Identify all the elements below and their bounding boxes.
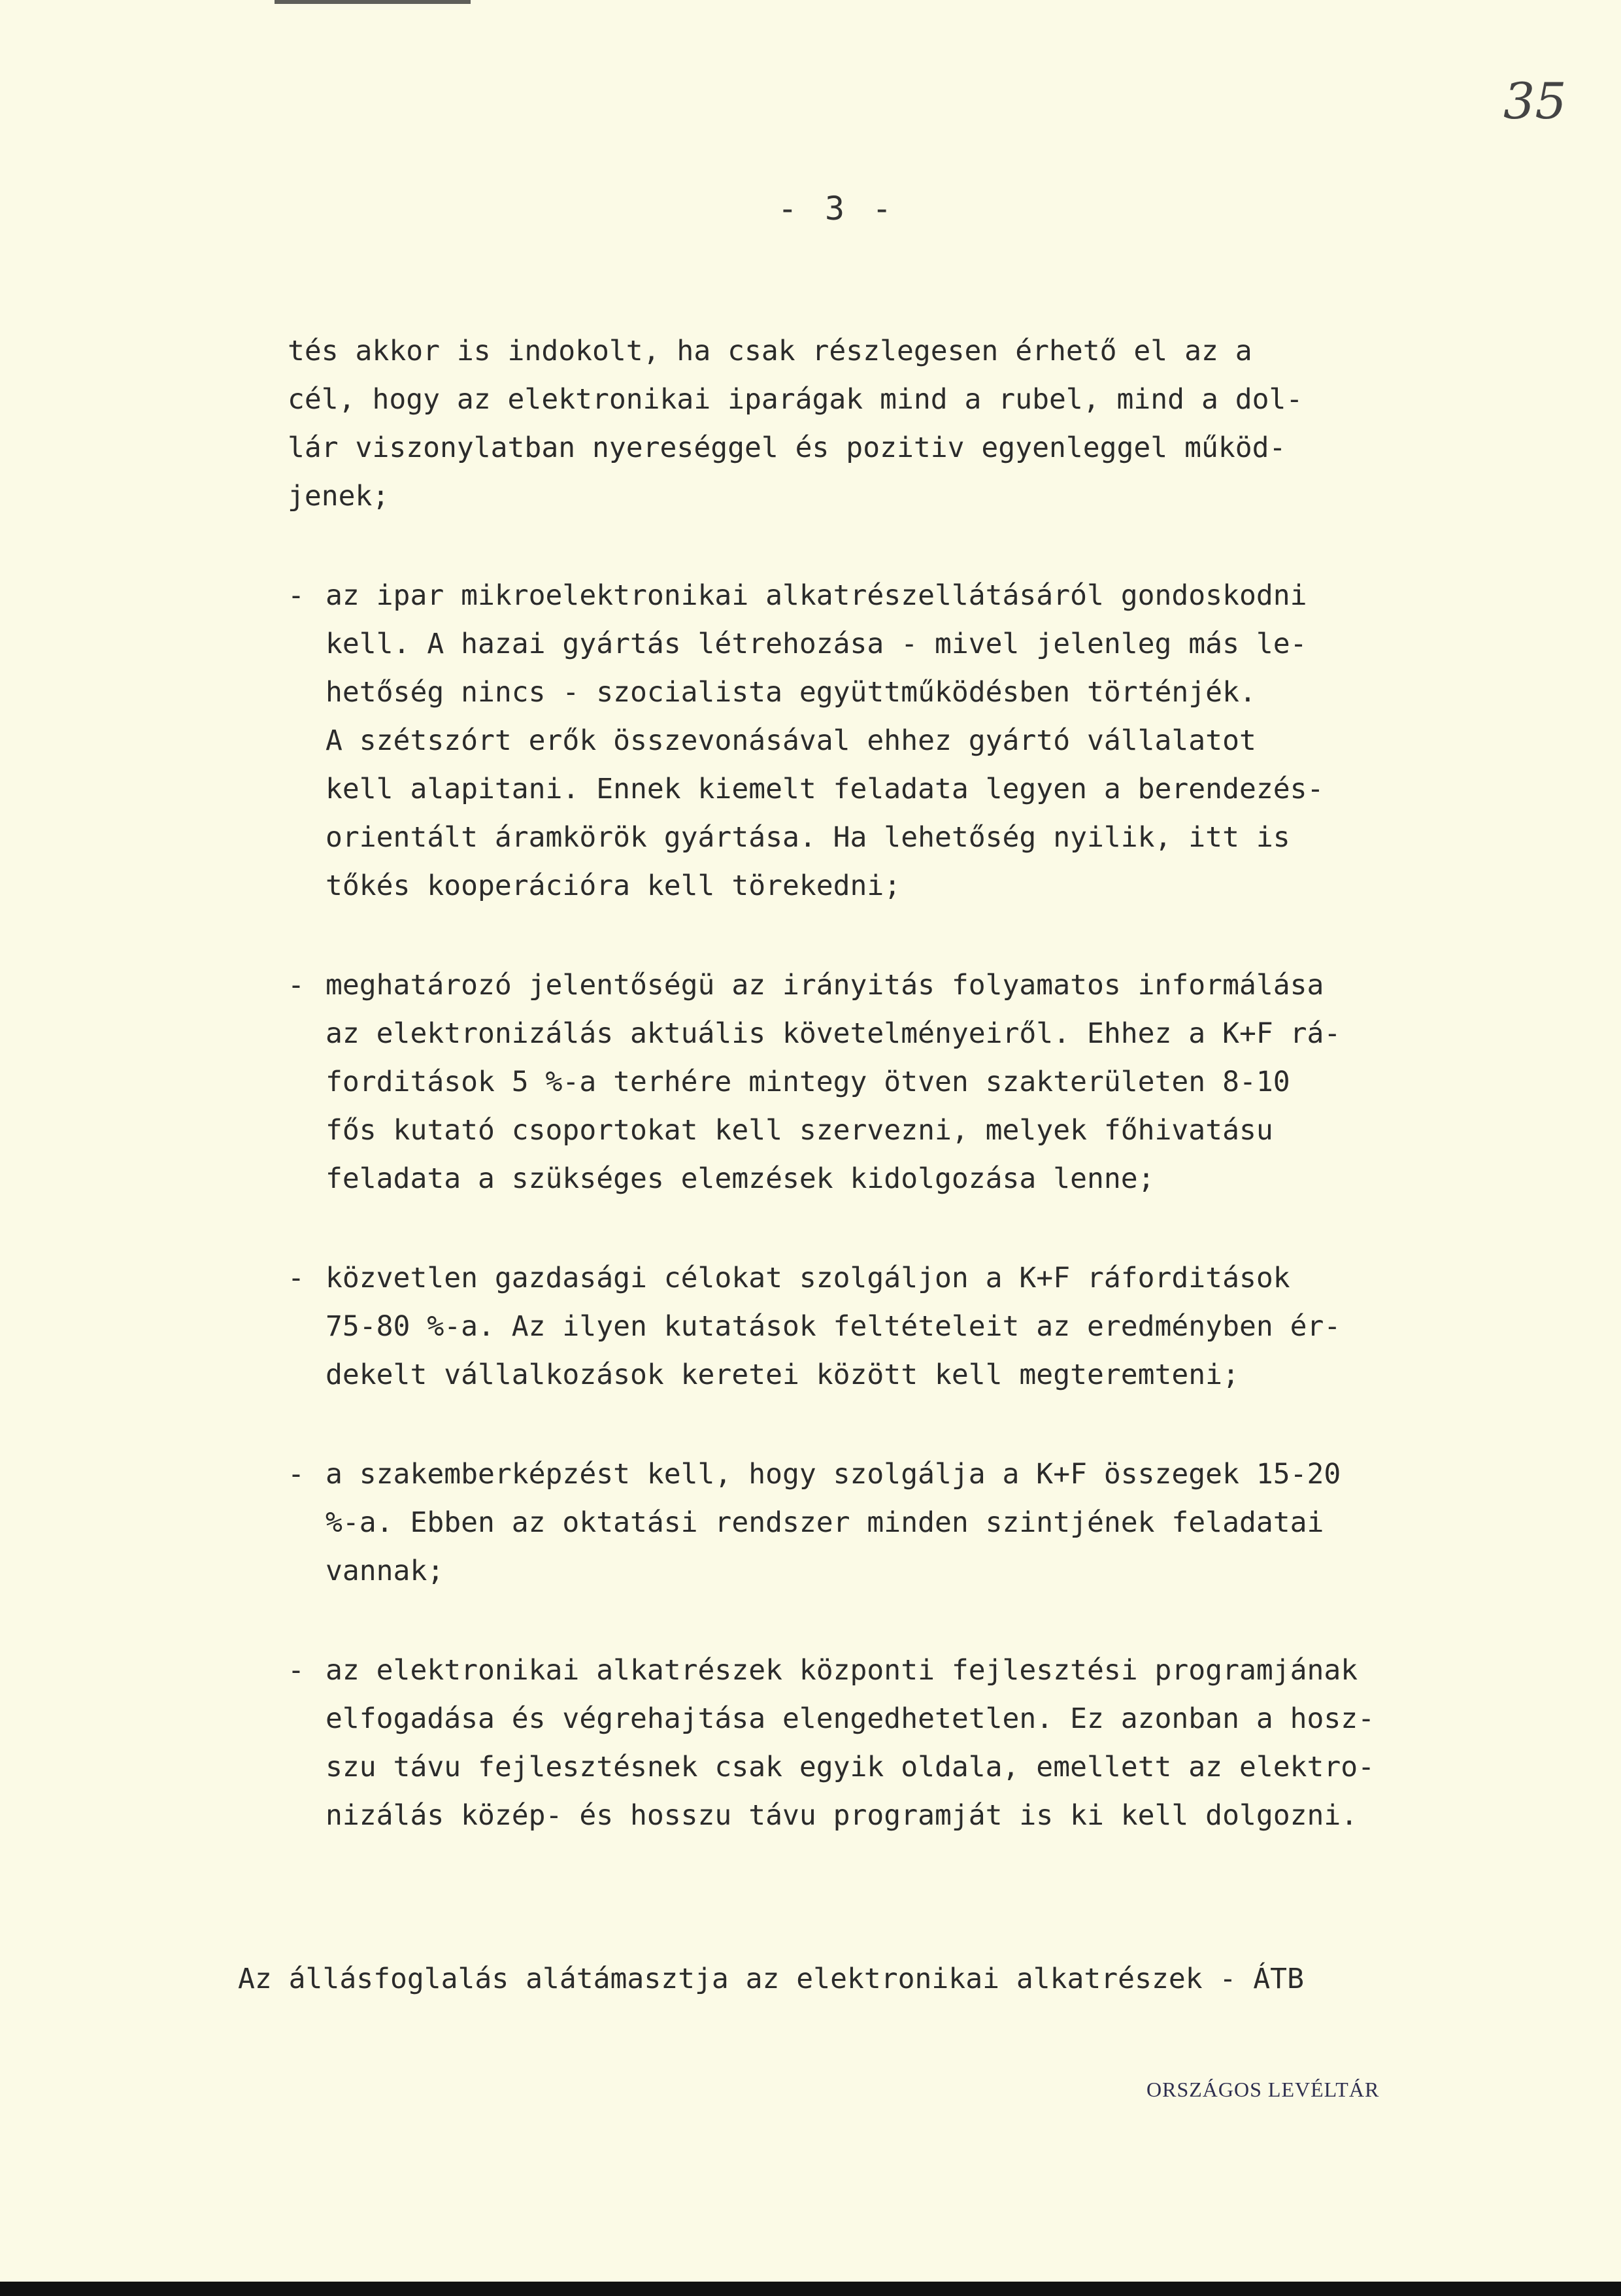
text-line: orientált áramkörök gyártása. Ha lehetőség nyilik, itt is [326, 821, 1290, 854]
closing-line: Az állásfoglalás alátámasztja az elektronikai alkatrészek - ÁTB [238, 1963, 1304, 1995]
page-number: - 3 - [777, 190, 896, 228]
text-line: az elektronikai alkatrészek központi fejlesztési programjának [326, 1654, 1358, 1687]
text-line: meghatározó jelentőségü az irányitás folyamatos informálása [326, 969, 1324, 1002]
text-line: %-a. Ebben az oktatási rendszer minden szintjének feladatai [326, 1506, 1324, 1539]
text-line: az elektronizálás aktuális követelményeiről. Ehhez a K+F rá- [326, 1017, 1341, 1050]
text-line: lár viszonylatban nyereséggel és pozitiv egyenleggel működ- [288, 431, 1286, 464]
text-line: az ipar mikroelektronikai alkatrészellátásáról gondoskodni [326, 579, 1307, 612]
text-line: cél, hogy az elektronikai iparágak mind a rubel, mind a dol- [288, 383, 1303, 416]
text-line: jenek; [288, 480, 390, 513]
text-line: forditások 5 %-a terhére mintegy ötven szakterületen 8-10 [326, 1066, 1290, 1098]
text-line: dekelt vállalkozások keretei között kell megteremteni; [326, 1359, 1239, 1391]
body-text [288, 327, 1523, 1891]
text-line: kell. A hazai gyártás létrehozása - mivel jelenleg más le- [326, 628, 1307, 660]
list-item [288, 961, 1523, 1203]
text-line: A szétszórt erők összevonásával ehhez gyártó vállalatot [326, 724, 1256, 757]
text-line: hetőség nincs - szocialista együttműködésben történjék. [326, 676, 1256, 709]
list-dash: - [288, 1458, 305, 1491]
list-item [288, 571, 1523, 910]
text-line: fős kutató csoportokat kell szervezni, melyek főhivatásu [326, 1114, 1273, 1147]
archive-folio-number: 35 [1503, 72, 1567, 130]
list-dash: - [288, 1654, 305, 1687]
text-line: szu távu fejlesztésnek csak egyik oldala, emellett az elektro- [326, 1751, 1375, 1783]
intro-paragraph [288, 327, 1523, 520]
text-line: közvetlen gazdasági célokat szolgáljon a K+F ráforditások [326, 1262, 1290, 1294]
text-line: 75-80 %-a. Az ilyen kutatások feltételeit az eredményben ér- [326, 1310, 1341, 1343]
text-line: elfogadása és végrehajtása elengedhetetlen. Ez azonban a hosz- [326, 1702, 1375, 1735]
list-item [288, 1254, 1523, 1399]
text-line: vannak; [326, 1555, 444, 1587]
list-item [288, 1646, 1523, 1840]
list-dash: - [288, 579, 305, 612]
list-item [288, 1450, 1523, 1595]
list-dash: - [288, 1262, 305, 1294]
text-line: tőkés kooperációra kell törekedni; [326, 869, 901, 902]
list-dash: - [288, 969, 305, 1002]
text-line: nizálás közép- és hosszu távu programját is ki kell dolgozni. [326, 1799, 1358, 1832]
text-line: feladata a szükséges elemzések kidolgozása lenne; [326, 1162, 1155, 1195]
scan-edge-mark [275, 0, 471, 4]
text-line: tés akkor is indokolt, ha csak részlegesen érhető el az a [288, 335, 1252, 367]
text-line: kell alapitani. Ennek kiemelt feladata legyen a berendezés- [326, 773, 1324, 805]
archive-stamp: ORSZÁGOS LEVÉLTÁR [1146, 2078, 1380, 2101]
scan-bottom-edge [0, 2282, 1621, 2296]
text-line: a szakemberképzést kell, hogy szolgálja a K+F összegek 15-20 [326, 1458, 1341, 1491]
